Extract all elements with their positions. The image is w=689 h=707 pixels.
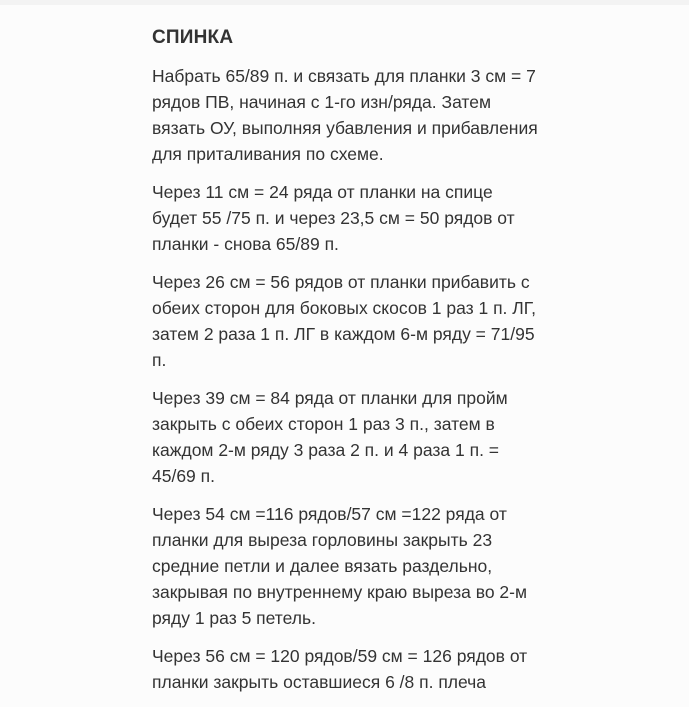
paragraph-shoulders xyxy=(152,643,552,695)
paragraph-side-slopes xyxy=(152,269,552,373)
text-line: Через 56 см = 120 рядов/59 см = 126 рядов от xyxy=(152,646,528,666)
text-line: ряду 1 раз 5 петель. xyxy=(152,608,316,628)
knitting-instructions-document xyxy=(152,26,552,707)
text-line: Через 26 см = 56 рядов от планки прибавить с xyxy=(152,272,530,292)
paragraph-waist-shaping xyxy=(152,179,552,257)
text-line: Набрать 65/89 п. и связать для планки 3 см = 7 xyxy=(152,66,536,86)
text-line: 45/69 п. xyxy=(152,466,215,486)
text-line: для приталивания по схеме. xyxy=(152,144,384,164)
page-title: СПИНКА xyxy=(152,27,234,48)
text-line: Через 39 см = 84 ряда от планки для пройм xyxy=(152,388,508,408)
text-line: будет 55 /75 п. и через 23,5 см = 50 рядов от xyxy=(152,208,515,228)
text-line: Через 11 см = 24 ряда от планки на спице xyxy=(152,182,493,202)
text-line: закрывая по внутреннему краю выреза во 2-м xyxy=(152,582,528,602)
top-edge-band xyxy=(0,0,689,5)
paragraph-cast-on xyxy=(152,63,552,167)
text-line: п. xyxy=(152,350,167,370)
text-line: закрыть с обеих сторон 1 раз 3 п., затем в xyxy=(152,414,495,434)
paragraph-armholes xyxy=(152,385,552,489)
text-line: планки закрыть оставшиеся 6 /8 п. плеча xyxy=(152,672,487,692)
paragraph-neckline xyxy=(152,501,552,631)
text-line: обеих сторон для боковых скосов 1 раз 1 п. ЛГ, xyxy=(152,298,536,318)
text-line: вязать ОУ, выполняя убавления и прибавления xyxy=(152,118,538,138)
text-line: планки - снова 65/89 п. xyxy=(152,234,339,254)
text-line: каждом 2-м ряду 3 раза 2 п. и 4 раза 1 п. = xyxy=(152,440,500,460)
text-line: планки для выреза горловины закрыть 23 xyxy=(152,530,493,550)
text-line: Через 54 см =116 рядов/57 см =122 ряда от xyxy=(152,504,507,524)
text-line: затем 2 раза 1 п. ЛГ в каждом 6-м ряду = 71/95 xyxy=(152,324,535,344)
text-line: средние петли и далее вязать раздельно, xyxy=(152,556,493,576)
text-line: рядов ПВ, начиная с 1-го изн/ряда. Затем xyxy=(152,92,492,112)
